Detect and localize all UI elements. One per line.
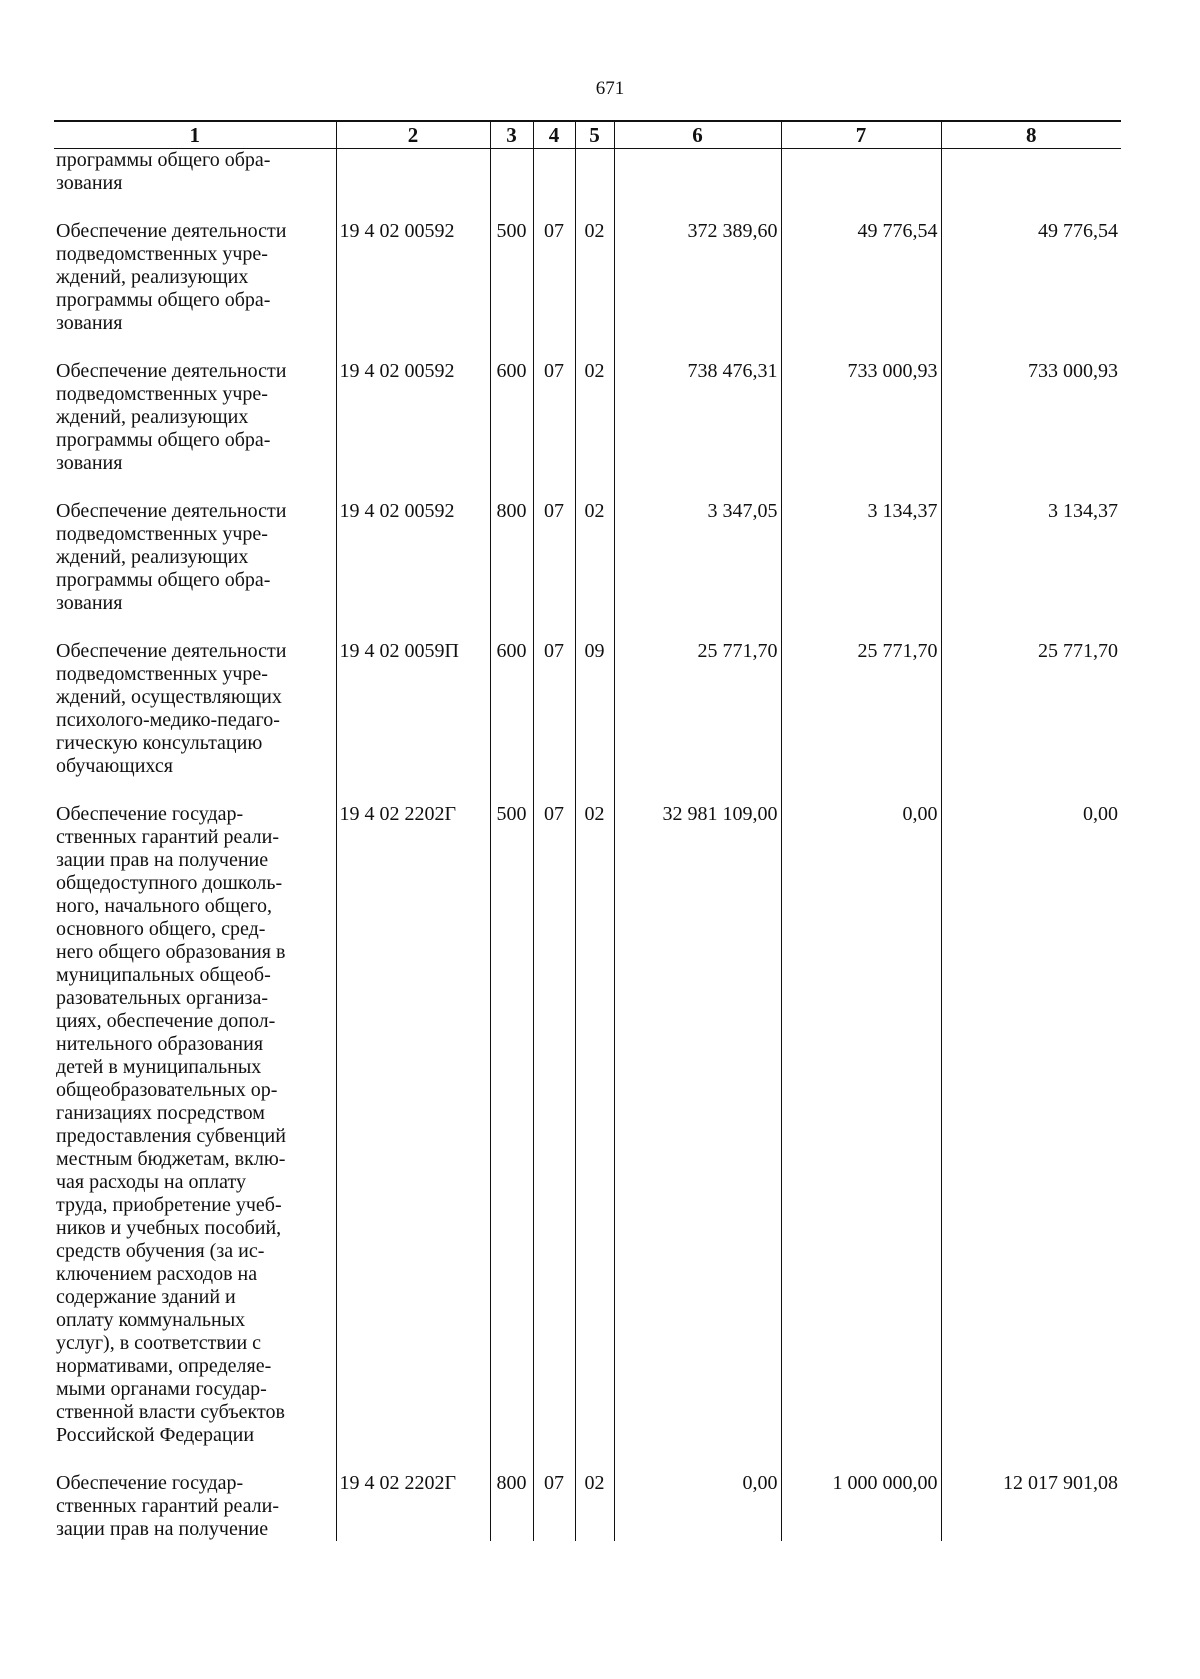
- row-col4: 07: [533, 803, 575, 1447]
- row-col5: 02: [575, 1472, 614, 1541]
- page-number: 671: [595, 78, 625, 99]
- row-col5: 02: [575, 500, 614, 615]
- col-header-1: 1: [54, 121, 336, 149]
- table-row: [54, 803, 1121, 1447]
- row-col5: 02: [575, 360, 614, 475]
- header-row: [54, 121, 1121, 149]
- row-col3: [490, 149, 533, 196]
- row-col6: 738 476,31: [614, 360, 781, 475]
- row-col5: [575, 149, 614, 196]
- table-row: [54, 360, 1121, 475]
- row-description: программы общего обра- зования: [56, 149, 271, 194]
- row-spacer: [54, 778, 1121, 803]
- col-header-8: 8: [941, 121, 1121, 149]
- row-description: Обеспечение деятельности подведомственных учре- ждений, реализующих программы общего обра- зования: [56, 220, 287, 334]
- row-col4: 07: [533, 360, 575, 475]
- row-col3: 600: [490, 640, 533, 778]
- row-description: Обеспечение государ- ственных гарантий реали- зации прав на получение: [56, 1472, 279, 1540]
- col-header-7: 7: [781, 121, 941, 149]
- row-col7: 25 771,70: [781, 640, 941, 778]
- row-col6: 32 981 109,00: [614, 803, 781, 1447]
- row-col6: 0,00: [614, 1472, 781, 1541]
- row-spacer: [54, 615, 1121, 640]
- row-col5: 02: [575, 220, 614, 335]
- table-row: [54, 149, 1121, 196]
- row-col8: 733 000,93: [941, 360, 1121, 475]
- row-col7: 733 000,93: [781, 360, 941, 475]
- row-col3: 500: [490, 803, 533, 1447]
- col-header-5: 5: [575, 121, 614, 149]
- row-spacer: [54, 1447, 1121, 1472]
- row-col3: 500: [490, 220, 533, 335]
- budget-table: [54, 120, 1121, 1541]
- row-col4: 07: [533, 640, 575, 778]
- row-code: 19 4 02 2202Г: [336, 803, 490, 1447]
- row-col8: 25 771,70: [941, 640, 1121, 778]
- row-code: 19 4 02 00592: [336, 360, 490, 475]
- row-spacer: [54, 195, 1121, 220]
- row-col5: 09: [575, 640, 614, 778]
- row-spacer: [54, 335, 1121, 360]
- row-col6: 25 771,70: [614, 640, 781, 778]
- row-description: Обеспечение деятельности подведомственных учре- ждений, осуществляющих психолого-медико-педаго- гическую консультацию обучающихся: [56, 640, 287, 777]
- row-col8: 0,00: [941, 803, 1121, 1447]
- row-code: 19 4 02 0059П: [336, 640, 490, 778]
- table-row: [54, 220, 1121, 335]
- table-row: [54, 500, 1121, 615]
- row-col5: 02: [575, 803, 614, 1447]
- row-code: 19 4 02 00592: [336, 500, 490, 615]
- row-spacer: [54, 475, 1121, 500]
- row-col7: 0,00: [781, 803, 941, 1447]
- row-col3: 800: [490, 500, 533, 615]
- table-row: [54, 1472, 1121, 1541]
- row-col4: [533, 149, 575, 196]
- row-description: Обеспечение деятельности подведомственных учре- ждений, реализующих программы общего обра- зования: [56, 360, 287, 474]
- row-col6: 372 389,60: [614, 220, 781, 335]
- row-code: 19 4 02 00592: [336, 220, 490, 335]
- row-col8: 12 017 901,08: [941, 1472, 1121, 1541]
- row-col3: 800: [490, 1472, 533, 1541]
- row-col8: 3 134,37: [941, 500, 1121, 615]
- row-col3: 600: [490, 360, 533, 475]
- row-col6: [614, 149, 781, 196]
- row-col7: [781, 149, 941, 196]
- col-header-4: 4: [533, 121, 575, 149]
- row-col4: 07: [533, 220, 575, 335]
- row-col7: 3 134,37: [781, 500, 941, 615]
- row-col8: 49 776,54: [941, 220, 1121, 335]
- row-code: [336, 149, 490, 196]
- row-col7: 1 000 000,00: [781, 1472, 941, 1541]
- row-col6: 3 347,05: [614, 500, 781, 615]
- row-col7: 49 776,54: [781, 220, 941, 335]
- row-description: Обеспечение деятельности подведомственных учре- ждений, реализующих программы общего обра- зования: [56, 500, 287, 614]
- row-col8: [941, 149, 1121, 196]
- row-code: 19 4 02 2202Г: [336, 1472, 490, 1541]
- col-header-2: 2: [336, 121, 490, 149]
- row-col4: 07: [533, 1472, 575, 1541]
- row-description: Обеспечение государ- ственных гарантий реали- зации прав на получение общедоступного дошколь- ного, начального общего, основного общего, сред- него общего образования в муниципальных общеоб- разовательных организа- циях, обеспечение допол- нительного образования детей в муниципальных общеобразовательных ор- ганизациях посредством предоставления субвенций местным бюджетам, вклю- чая расходы на оплату труда, приобретение учеб- ников и учебных пособий, средств обучения (за ис- ключением расходов на содержание зданий и оплату коммунальных услуг), в соответствии с нормативами, определяе- мыми органами государ- ственной власти субъектов Российской Федерации: [56, 803, 286, 1446]
- col-header-6: 6: [614, 121, 781, 149]
- col-header-3: 3: [490, 121, 533, 149]
- table-row: [54, 640, 1121, 778]
- row-col4: 07: [533, 500, 575, 615]
